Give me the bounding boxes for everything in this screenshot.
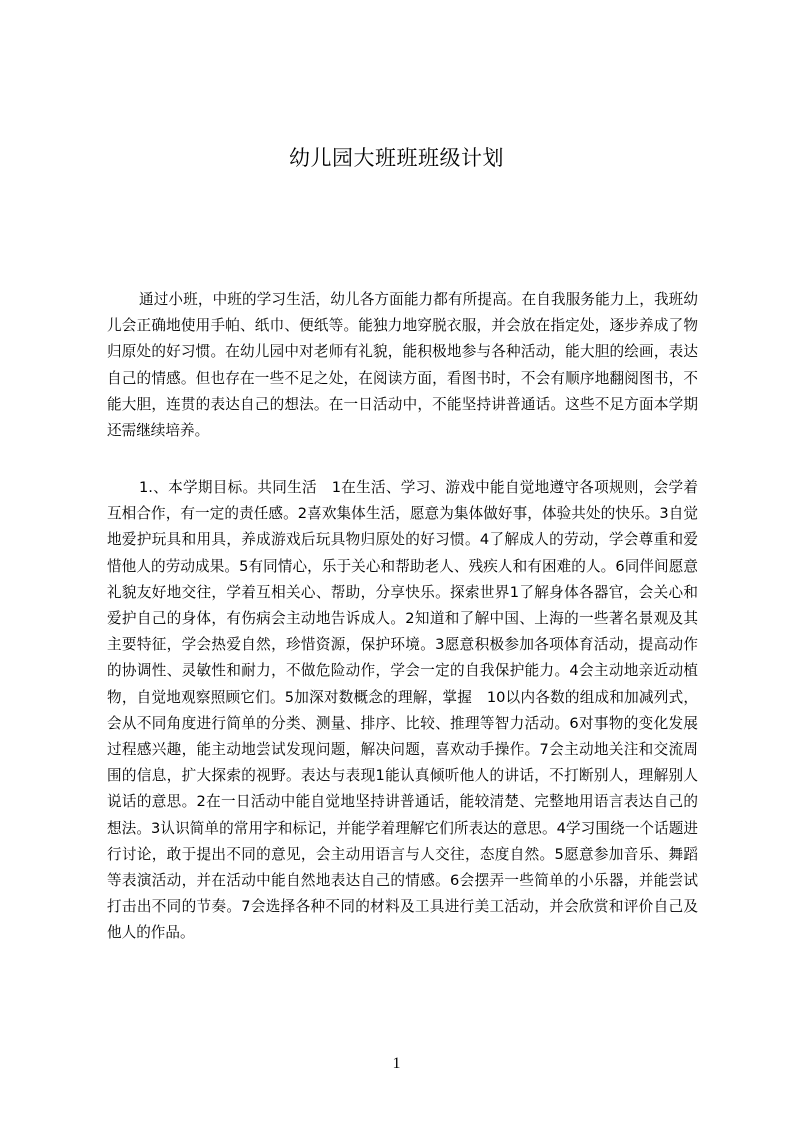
page-number: 1 [392,1055,401,1072]
paragraph-goals: 1.、本学期目标。共同生活 1在生活、学习、游戏中能自觉地遵守各项规则，会学着互相合作，有一定的责任感。2喜欢集体生活，愿意为集体做好事，体验共处的快乐。3自觉地爱护玩具和用具，养成游戏后玩具物归原处的好习惯。4了解成人的劳动，学会尊重和爱惜他人的劳动成果。5有同情心，乐于关心和帮助老人、残疾人和有困难的人。6同伴间愿意礼貌友好地交往，学着互相关心、帮助，分享快乐。探索世界1了解身体各器官，会关心和爱护自己的身体，有伤病会主动地告诉成人。2知道和了解中国、上海的一些著名景观及其主要特征，学会热爱自然，珍惜资源，保护环境。3愿意积极参加各项体育活动，提高动作的协调性、灵敏性和耐力，不做危险动作，学会一定的自我保护能力。4会主动地亲近动植物，自觉地观察照顾它们。5加深对数概念的理解，掌握 10以内各数的组成和加减列式，会从不同角度进行简单的分类、测量、排序、比较、推理等智力活动。6对事物的变化发展过程感兴趣，能主动地尝试发现问题，解决问题，喜欢动手操作。7会主动地关注和交流周围的信息，扩大探索的视野。表达与表现1能认真倾听他人的讲话，不打断别人，理解别人说话的意思。2在一日活动中能自觉地坚持讲普通话，能较清楚、完整地用语言表达自己的想法。3认识简单的常用字和标记，并能学着理解它们所表达的意思。4学习围绕一个话题进行讨论，敢于提出不同的意见，会主动用语言与人交往，态度自然。5愿意参加音乐、舞蹈等表演活动，并在活动中能自然地表达自己的情感。6会摆弄一些简单的小乐器，并能尝试打击出不同的节奏。7会选择各种不同的材料及工具进行美工活动，并会欣赏和评价自己及他人的作品。 [107,479,698,942]
document-title: 幼儿园大班班班级计划 [289,146,504,170]
paragraph-intro: 通过小班，中班的学习生活，幼儿各方面能力都有所提高。在自我服务能力上，我班幼儿会正确地使用手帕、纸巾、便纸等。能独力地穿脱衣服，并会放在指定处，逐步养成了物归原处的好习惯。在幼儿园中对老师有礼貌，能积极地参与各种活动，能大胆的绘画，表达自己的情感。但也存在一些不足之处，在阅读方面，看图书时，不会有顺序地翻阅图书，不能大胆，连贯的表达自己的想法。在一日活动中，不能坚持讲普通话。这些不足方面本学期还需继续培养。 [107,291,698,440]
